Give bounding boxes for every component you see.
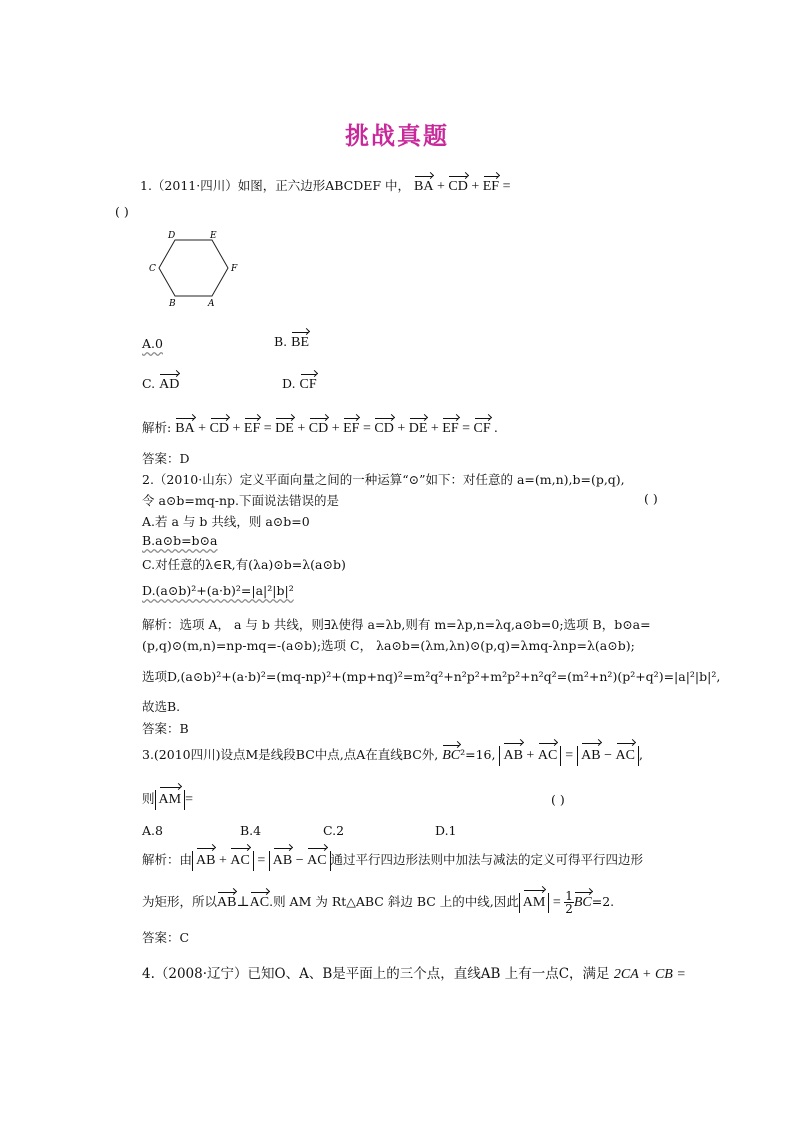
q3-analysis-suffix: 通过平行四边形法则中加法与减法的定义可得平行四边形 (330, 852, 644, 867)
q1-option-d (282, 376, 317, 393)
vector-bc: BC (573, 895, 592, 910)
q2-analysis-line3: 选项D,(a⊙b)²+(a·b)²=(mq-np)²+(mp+nq)²=m²q²+n²p²+m²p²+n²q²=(m²+n²)(p²+q²)=|a|²|b|², (142, 669, 721, 684)
q2-stem-line1: 2.（2010·山东）定义平面向量之间的一种运算“⊙”如下：对任意的 a=(m,n),b=(p,q), (142, 472, 625, 487)
q3-norm-sum: AB + AC (499, 746, 561, 766)
vector-term: CD (209, 421, 230, 436)
hexagon-label-e: E (210, 231, 217, 241)
q1-option-b-prefix: B. (274, 334, 288, 349)
vector-term: EF (243, 421, 261, 436)
q3-option-a: A.8 (142, 823, 163, 838)
vector-ab: AB (217, 895, 237, 910)
fraction-denominator: 2 (565, 902, 573, 916)
q2-stem-line2: 令 a⊙b=mq-np.下面说法错误的是 (142, 493, 339, 508)
vector-term: CD (308, 421, 329, 436)
vector-ef: EF (482, 179, 500, 194)
q3-norm-am (155, 790, 186, 810)
q1-expression: BA + CD + EF = (414, 179, 511, 194)
q3-option-b: B.4 (240, 823, 262, 838)
vector-ac: AC (230, 851, 249, 871)
vector-ba: BA (414, 179, 434, 194)
vector-be: BE (291, 335, 310, 350)
vector-ab: AB (503, 746, 522, 766)
vector-term: CD (374, 421, 394, 436)
vector-ad: AD (159, 377, 180, 392)
q1-answer: 答案：D (142, 451, 190, 466)
q1-stem (140, 176, 510, 195)
q3-analysis2-end: =2. (591, 894, 615, 909)
q4-stem (142, 962, 686, 983)
q3-analysis-norm-am (519, 893, 550, 913)
fraction-numerator: 1 (565, 889, 573, 903)
q3-stem: 3.(2010四川)设点M是线段BC中点,点A在直线BC外, BC²=16, AB + AC = AB − AC , (142, 745, 643, 766)
q3-analysis-line1: 解析：由 AB + AC = AB − AC 通过平行四边形法则中加法与减法的定义可得平行四边形 (142, 850, 643, 871)
vector-ac: AC (307, 851, 326, 871)
vector-am: AM (523, 893, 546, 913)
q1-analysis-expr: BA + CD + EF = DE + CD + EF = CD + DE + EF = CF . (175, 421, 498, 436)
vector-term: EF (442, 421, 459, 436)
hexagon-label-f: F (231, 264, 238, 274)
q2-option-b: B.a⊙b=b⊙a (142, 533, 218, 548)
q3-analysis2-prefix: 为矩形，所以 (142, 894, 218, 909)
vector-ab: AB (273, 851, 292, 871)
q2-answer: 答案：B (142, 721, 189, 736)
q4-expression: 2CA + CB = (613, 967, 686, 982)
q3-then-label: 则 (142, 791, 155, 806)
vector-am: AM (159, 790, 182, 810)
vector-cf: CF (299, 377, 317, 392)
q1-option-b (274, 334, 309, 351)
vector-term: DE (275, 421, 294, 436)
q3-answer-paren: ( ) (551, 792, 565, 807)
fraction-half (564, 890, 574, 915)
vector-term: BA (175, 421, 195, 436)
vector-term: CF (473, 421, 491, 436)
q2-option-a: A.若 a 与 b 共线，则 a⊙b=0 (142, 514, 310, 529)
q1-analysis-label: 解析: (142, 420, 172, 435)
hexagon-label-b: B (169, 299, 176, 308)
q3-analysis2-mid: .则 AM 为 Rt△ABC 斜边 BC 上的中线,因此 (269, 894, 519, 909)
hexagon-figure (145, 228, 245, 308)
vector-cd: CD (448, 179, 468, 194)
q1-analysis (142, 418, 498, 437)
q3-analysis-norm-diff: AB − AC (269, 851, 331, 871)
q2-option-d: D.(a⊙b)²+(a·b)²=|a|²|b|² (142, 583, 294, 598)
q1-option-c-prefix: C. (142, 376, 156, 391)
q2-analysis-line1: 解析：选项 A， a 与 b 共线，则∃λ使得 a=λb,则有 m=λp,n=λq,a⊙b=0;选项 B，b⊙a= (142, 617, 651, 632)
q1-answer-paren: ( ) (115, 204, 129, 219)
q3-equals: = (185, 792, 193, 807)
q3-bc-squared: ²=16, (460, 747, 496, 762)
q3-analysis-prefix: 解析：由 (142, 852, 193, 867)
q2-option-c: C.对任意的λ∈R,有(λa)⊙b=λ(a⊙b) (142, 557, 346, 572)
q2-answer-paren: ( ) (644, 491, 658, 506)
q1-option-c (142, 376, 179, 393)
q3-norm-diff: AB − AC (577, 746, 639, 766)
q3-answer: 答案：C (142, 930, 190, 945)
vector-term: DE (408, 421, 428, 436)
q2-analysis-line4: 故选B. (142, 699, 181, 714)
q3-stem-text: 3.(2010四川)设点M是线段BC中点,点A在直线BC外, (142, 747, 439, 762)
q1-option-a: A.0 (142, 336, 163, 351)
hexagon-shape (159, 240, 228, 296)
vector-ab: AB (196, 851, 215, 871)
q3-option-d: D.1 (435, 823, 457, 838)
q3-question (142, 789, 193, 810)
hexagon-label-c: C (149, 264, 156, 274)
q3-analysis-norm-sum: AB + AC (192, 851, 254, 871)
q3-analysis-line2: 为矩形，所以AB⊥AC.则 AM 为 Rt△ABC 斜边 BC 上的中线,因此 AM = $\frac{1}{2}$ BC=2. (142, 889, 615, 916)
q2-analysis-line2: (p,q)⊙(m,n)=np-mq=-(a⊙b);选项 C， λa⊙b=(λm,λn)⊙(p,q)=λmq-λnp=λ(a⊙b); (142, 638, 635, 653)
vector-ab: AB (581, 746, 600, 766)
page-title: 挑战真题 (345, 122, 449, 150)
q3-option-c: C.2 (323, 823, 345, 838)
q1-option-d-prefix: D. (282, 376, 296, 391)
vector-ac: AC (538, 746, 557, 766)
vector-ac: AC (249, 895, 270, 910)
hexagon-label-d: D (168, 231, 176, 241)
q1-stem-text: 1.（2011·四川）如图，正六边形ABCDEF 中， (140, 178, 411, 193)
vector-ac: AC (616, 746, 635, 766)
perpendicular-symbol: ⊥ (236, 895, 250, 910)
vector-term: EF (343, 421, 360, 436)
hexagon-label-a: A (208, 299, 215, 308)
q4-stem-text: 4.（2008·辽宁）已知O、A、B是平面上的三个点，直线AB 上有一点C，满足 (142, 966, 610, 982)
vector-bc: BC (442, 748, 461, 763)
